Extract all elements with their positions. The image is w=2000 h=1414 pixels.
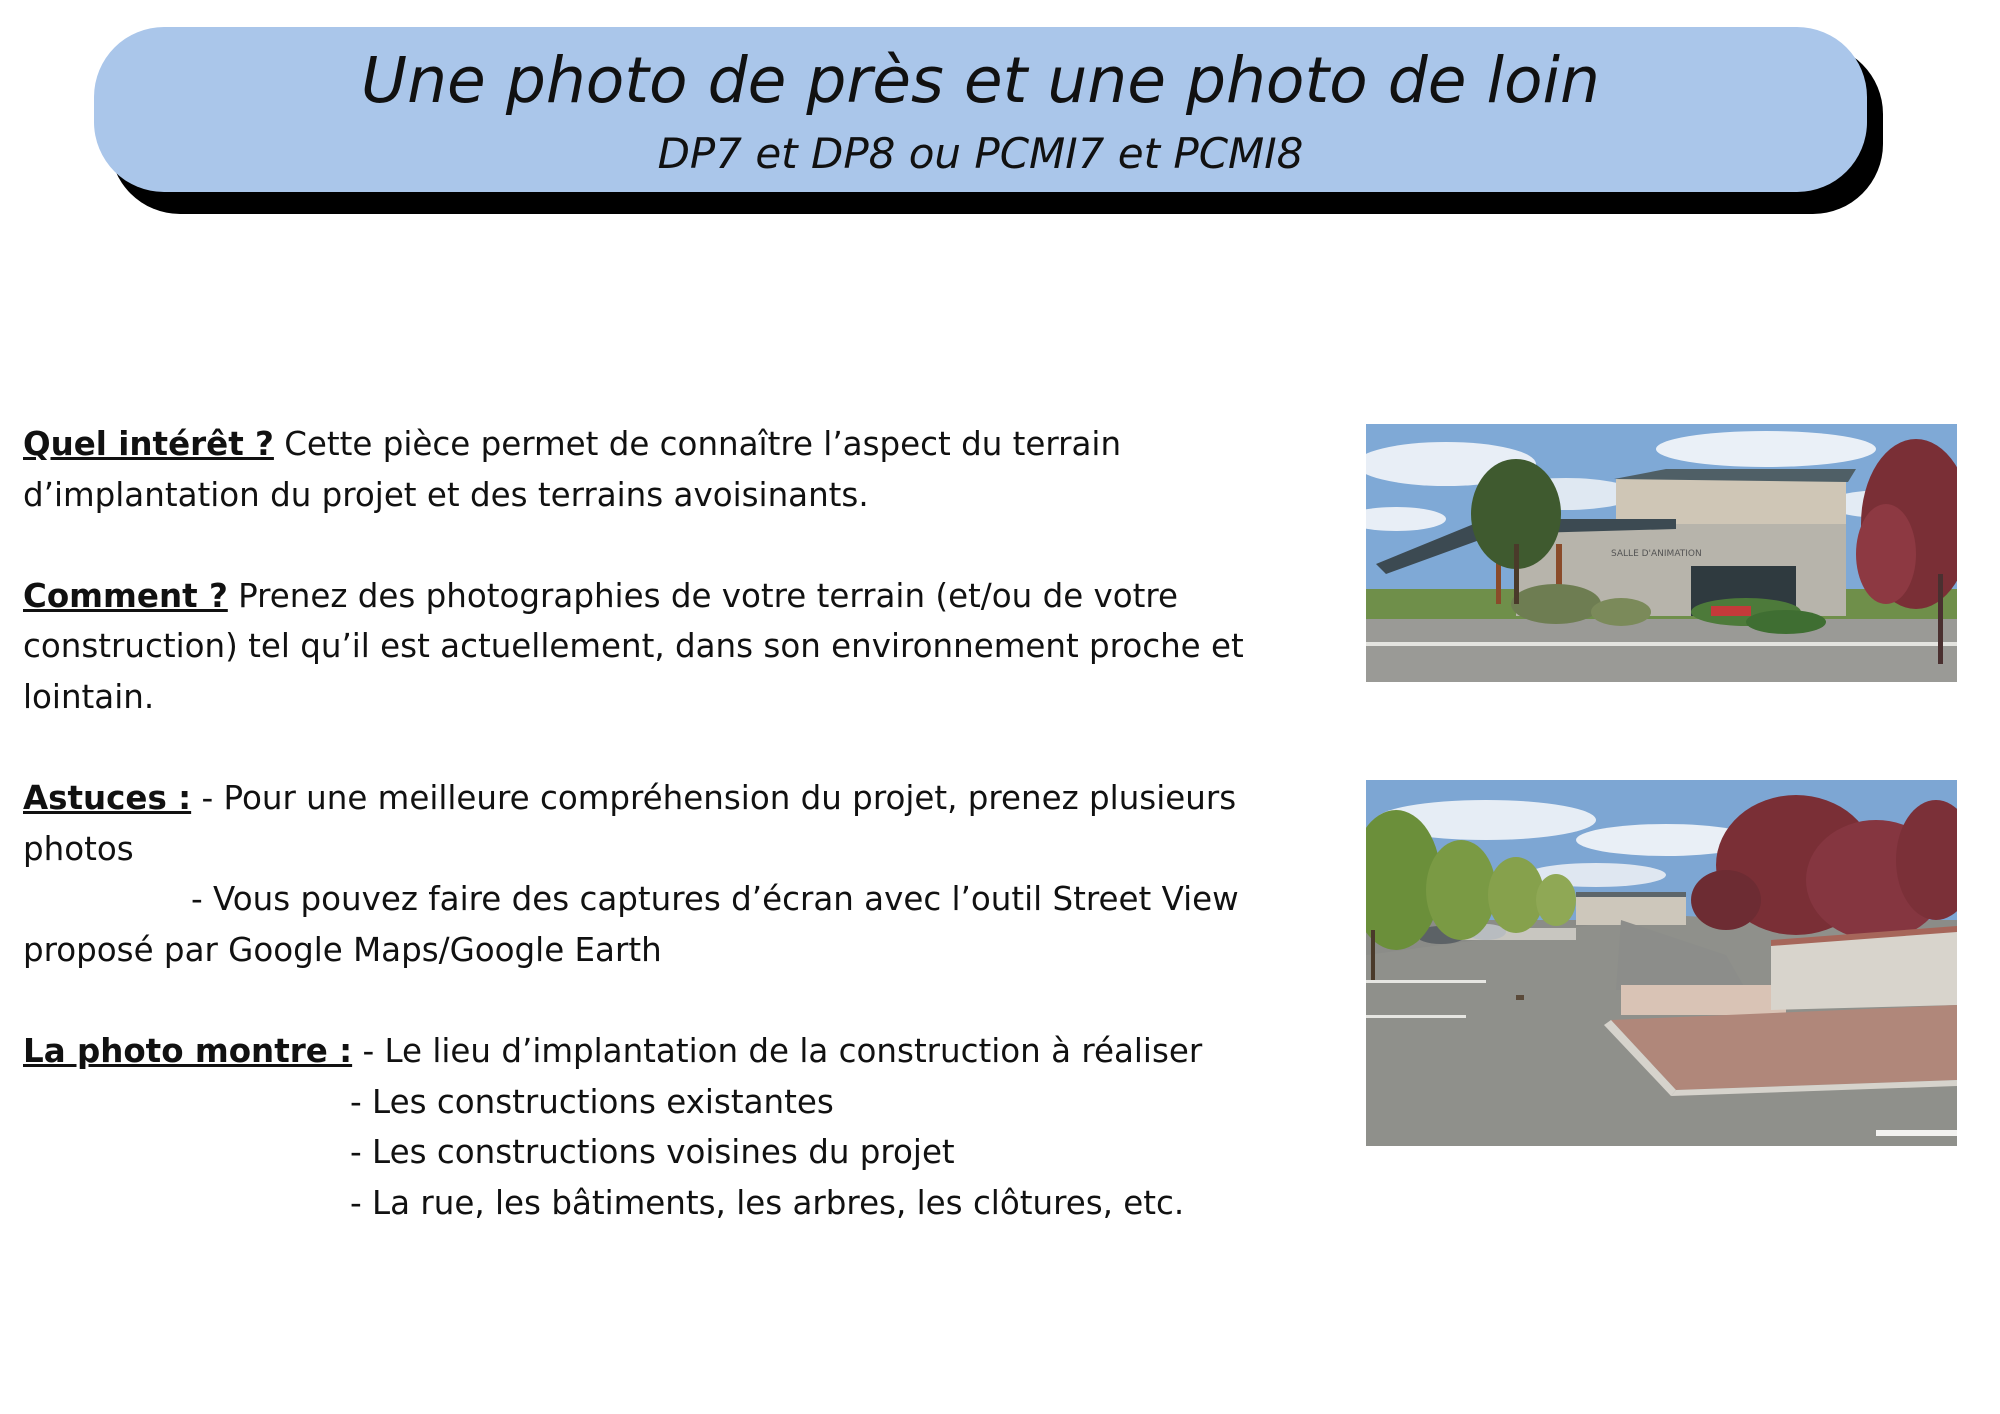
list-item-text: - Pour une meilleure compréhension du projet, prenez plusieurs photos [23, 779, 1237, 868]
section-text: Prenez des photographies de votre terrain (et/ou de votre construction) tel qu’il est actuellement, dans son environnement proche et lointain. [23, 576, 1244, 716]
content-text [23, 419, 1328, 1229]
list-item: - Vous pouvez faire des captures d’écran avec l’outil Street View [191, 880, 1239, 919]
section-label: La photo montre : [23, 1032, 353, 1071]
section-label: Astuces : [23, 779, 192, 818]
list-item [23, 1026, 1328, 1077]
section-comment [23, 571, 1328, 723]
photo-far-street [1366, 780, 1957, 1146]
header-banner [94, 27, 1867, 192]
section-label: Quel intérêt ? [23, 425, 274, 463]
photo-near-building [1366, 424, 1957, 682]
list-item-text: - Le lieu d’implantation de la construction à réaliser [352, 1032, 1203, 1071]
list-item [23, 773, 1328, 874]
page-title: Une photo de près et une photo de loin [361, 44, 1600, 117]
section-interet [23, 419, 1328, 520]
section-photo-montre [23, 1026, 1328, 1228]
list-item: - La rue, les bâtiments, les arbres, les clôtures, etc. [350, 1183, 1185, 1222]
section-label: Comment ? [23, 576, 228, 615]
section-text: Cette pièce permet de connaître l’aspect du terrain d’implantation du projet et des terrains avoisinants. [23, 425, 1122, 514]
section-astuces [23, 773, 1328, 975]
svg-text:SALLE D'ANIMATION: SALLE D'ANIMATION [1611, 549, 1702, 559]
list-item: - Les constructions voisines du projet [350, 1133, 955, 1172]
list-item: proposé par Google Maps/Google Earth [23, 930, 662, 969]
page-subtitle: DP7 et DP8 ou PCMI7 et PCMI8 [657, 129, 1304, 178]
list-item: - Les constructions existantes [350, 1082, 834, 1121]
